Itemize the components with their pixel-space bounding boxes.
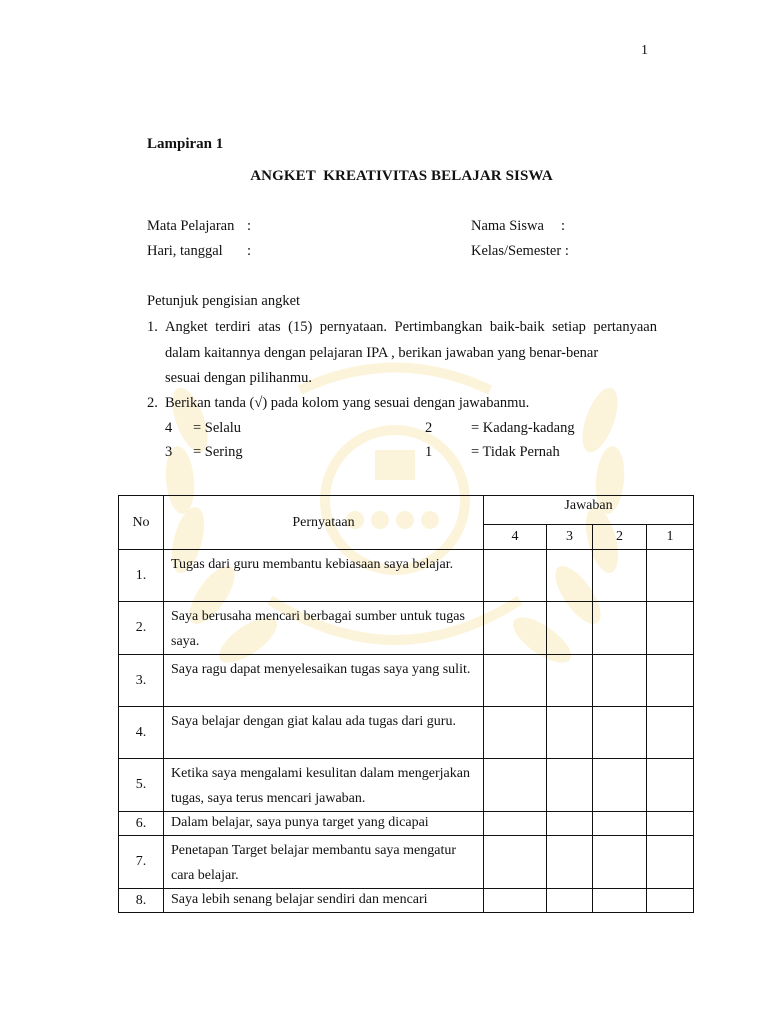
row-number: 8. [119,889,164,913]
header-answer-value: 4 [484,525,547,550]
table-row [119,707,694,759]
scale-num: 1 [425,444,433,460]
table-row [119,550,694,602]
scale-num: 4 [165,420,173,436]
row-statement: Saya ragu dapat menyelesaikan tugas saya yang sulit. [164,655,484,707]
label-mata-pelajaran: Mata Pelajaran [147,218,235,234]
answer-cell-1[interactable] [647,602,694,655]
scale-label: = Tidak Pernah [471,444,560,460]
answer-cell-3[interactable] [547,602,593,655]
row-number: 4. [119,707,164,759]
header-answer: Jawaban [484,496,694,525]
header-statement: Pernyataan [164,496,484,550]
row-number: 5. [119,759,164,812]
table-row [119,759,694,812]
instruction-1-text: Angket terdiri atas (15) pernyataan. Pertimbangkan baik-baik setiap pertanyaan dalam kaitannya dengan pelajaran IPA , berikan jawaban yang benar-benar [165,319,657,361]
answer-cell-4[interactable] [484,655,547,707]
answer-cell-2[interactable] [593,707,647,759]
scale-label: = Sering [193,444,243,460]
label-hari-tanggal: Hari, tanggal [147,243,223,259]
colon: : [247,218,252,234]
answer-cell-2[interactable] [593,759,647,812]
row-statement: Saya lebih senang belajar sendiri dan mencari [164,889,484,913]
appendix-label: Lampiran 1 [147,136,224,152]
answer-cell-1[interactable] [647,550,694,602]
instruction-number: 2. [147,395,158,411]
row-number: 1. [119,550,164,602]
questionnaire-table [118,495,694,913]
label-nama-siswa: Nama Siswa [471,218,544,234]
table-row [119,655,694,707]
header-answer-value: 2 [593,525,647,550]
answer-cell-4[interactable] [484,602,547,655]
answer-cell-2[interactable] [593,550,647,602]
table-row [119,836,694,889]
answer-cell-1[interactable] [647,707,694,759]
header-no: No [119,496,164,550]
answer-cell-4[interactable] [484,550,547,602]
answer-cell-2[interactable] [593,655,647,707]
answer-cell-1[interactable] [647,759,694,812]
instruction-2-text: Berikan tanda (√) pada kolom yang sesuai dengan jawabanmu. [165,395,530,411]
table-row [119,812,694,836]
header-answer-value: 3 [547,525,593,550]
table-row [119,602,694,655]
answer-cell-3[interactable] [547,550,593,602]
row-number: 2. [119,602,164,655]
answer-cell-3[interactable] [547,836,593,889]
row-number: 6. [119,812,164,836]
answer-cell-2[interactable] [593,812,647,836]
answer-cell-4[interactable] [484,836,547,889]
label-kelas-semester: Kelas/Semester : [471,243,569,259]
row-statement: Tugas dari guru membantu kebiasaan saya belajar. [164,550,484,602]
row-number: 7. [119,836,164,889]
page-number: 1 [641,43,648,58]
row-statement: Penetapan Target belajar membantu saya mengatur cara belajar. [164,836,484,889]
document-title: ANGKET KREATIVITAS BELAJAR SISWA [250,168,553,184]
answer-cell-4[interactable] [484,707,547,759]
answer-cell-2[interactable] [593,836,647,889]
answer-cell-3[interactable] [547,655,593,707]
answer-cell-2[interactable] [593,889,647,913]
answer-cell-1[interactable] [647,836,694,889]
scale-label: = Kadang-kadang [471,420,575,436]
row-statement: Saya belajar dengan giat kalau ada tugas dari guru. [164,707,484,759]
answer-cell-1[interactable] [647,812,694,836]
instruction-1-last-line: sesuai dengan pilihanmu. [165,370,312,386]
answer-cell-3[interactable] [547,707,593,759]
colon: : [561,218,566,234]
row-statement: Dalam belajar, saya punya target yang dicapai [164,812,484,836]
colon: : [247,243,252,259]
answer-cell-4[interactable] [484,889,547,913]
answer-cell-2[interactable] [593,602,647,655]
instructions-heading: Petunjuk pengisian angket [147,293,301,309]
scale-num: 2 [425,420,433,436]
answer-cell-1[interactable] [647,655,694,707]
answer-cell-3[interactable] [547,889,593,913]
answer-cell-1[interactable] [647,889,694,913]
answer-cell-4[interactable] [484,759,547,812]
scale-label: = Selalu [193,420,242,436]
table-row [119,889,694,913]
row-statement: Saya berusaha mencari berbagai sumber untuk tugas saya. [164,602,484,655]
scale-num: 3 [165,444,173,460]
row-statement: Ketika saya mengalami kesulitan dalam mengerjakan tugas, saya terus mencari jawaban. [164,759,484,812]
answer-cell-3[interactable] [547,812,593,836]
answer-cell-3[interactable] [547,759,593,812]
header-answer-value: 1 [647,525,694,550]
answer-cell-4[interactable] [484,812,547,836]
instruction-number: 1. [147,319,158,335]
row-number: 3. [119,655,164,707]
